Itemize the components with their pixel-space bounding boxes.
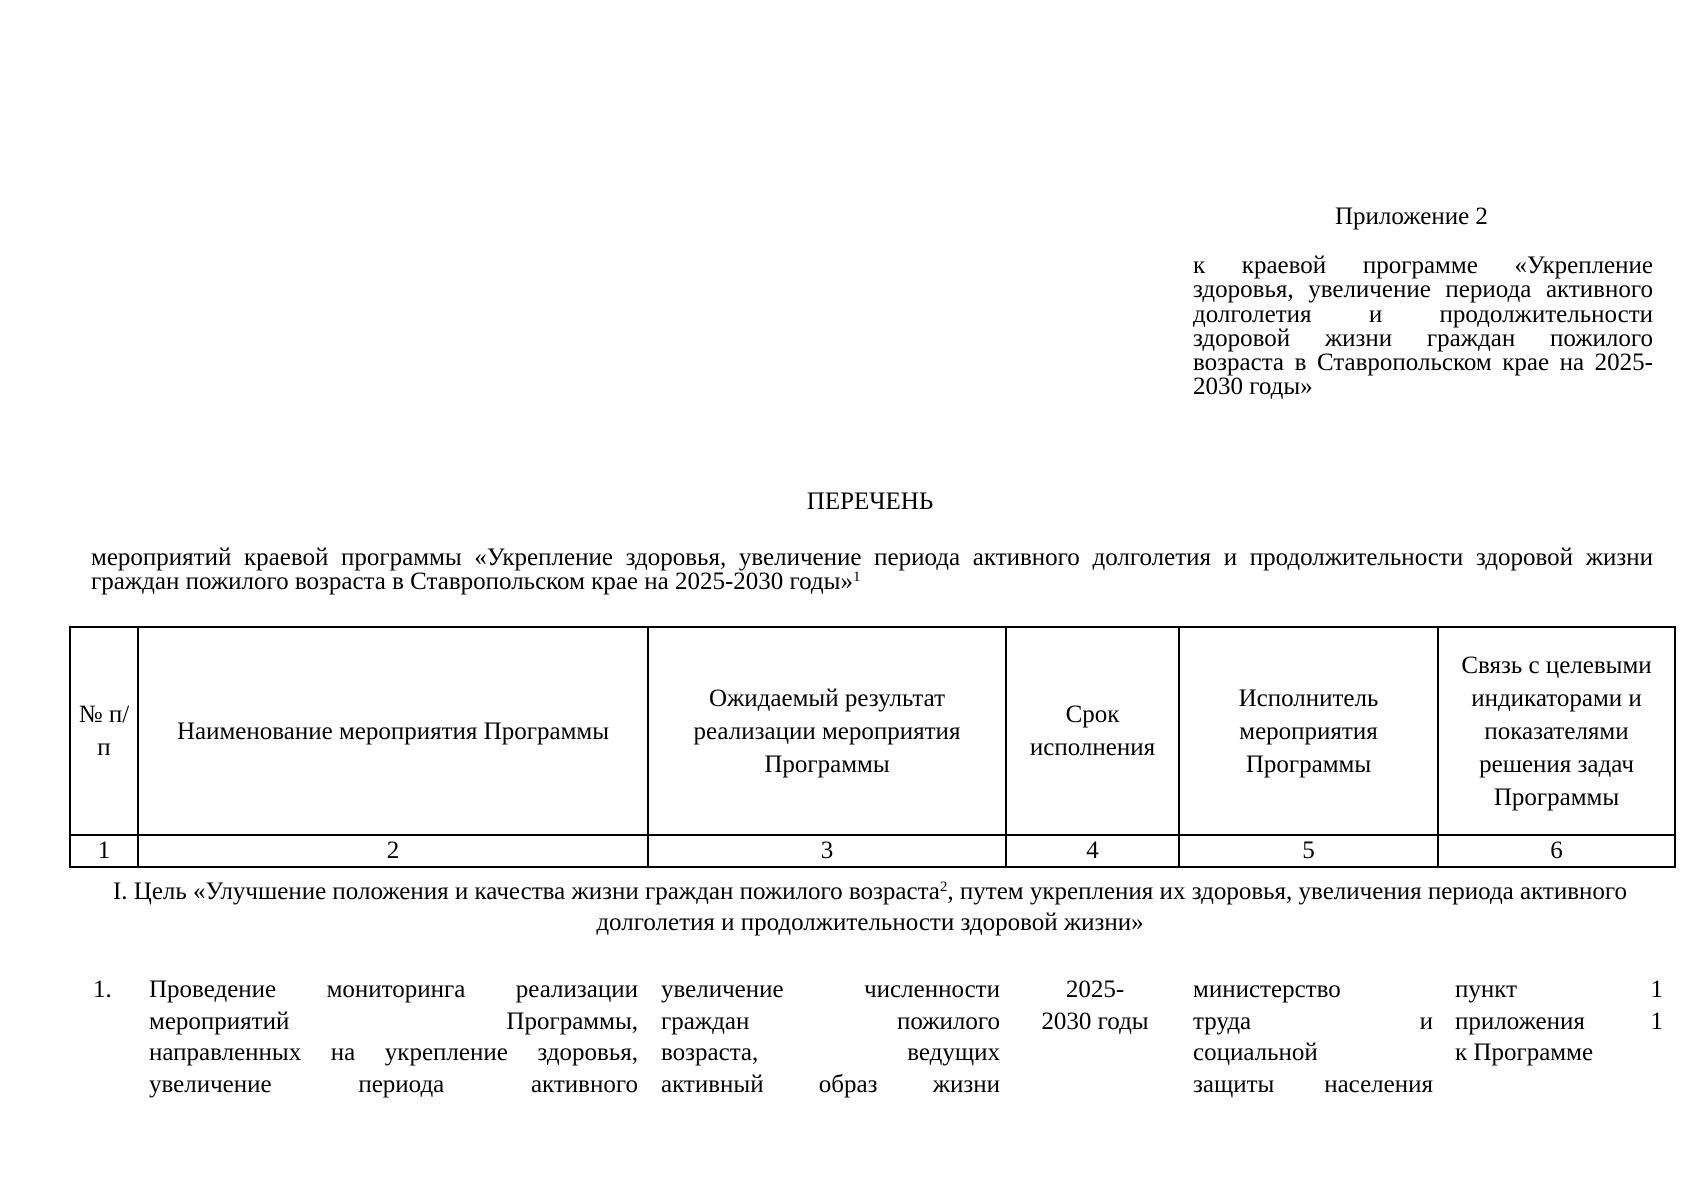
table-header-row <box>70 627 1675 835</box>
appendix-title: Приложение 2 <box>1335 203 1488 230</box>
header-expected-result: Ожидаемый результат реализации мероприятия Программы <box>648 627 1006 835</box>
text-line: пункт 1 <box>1455 976 1663 1003</box>
section-title <box>100 876 1640 938</box>
row-number: 1. <box>93 976 112 1003</box>
subtitle-text: мероприятий краевой программы «Укрепление здоровья, увеличение периода активного долголетия и продолжительности здоровой жизни граждан пожилого возраста в Ставропольском крае на 2025-2030 годы» <box>91 544 1653 595</box>
document-subtitle <box>91 546 1653 594</box>
text-line: 2030 годы <box>1041 1007 1149 1035</box>
header-term: Срок исполнения <box>1006 627 1179 835</box>
document-heading: ПЕРЕЧЕНЬ <box>806 488 934 515</box>
text-line: увеличение численности <box>661 976 1000 1003</box>
text-line: к Программе <box>1455 1039 1594 1066</box>
row-event-name <box>149 974 638 1100</box>
text-line: Проведение мониторинга реализации <box>149 976 638 1003</box>
column-number: 5 <box>1179 835 1438 867</box>
events-table <box>69 626 1676 868</box>
text-line: социальной <box>1193 1039 1318 1066</box>
section-title-part2: , путем укрепления их здоровья, увеличения периода активного долголетия и продолжительности здоровой жизни» <box>596 878 1628 936</box>
row-expected-result <box>661 974 1000 1100</box>
text-line: направленных на укрепление здоровья, <box>149 1039 638 1066</box>
text-line: министерство <box>1193 976 1341 1003</box>
text-line: мероприятий Программы, <box>149 1007 638 1035</box>
column-number: 6 <box>1438 835 1675 867</box>
appendix-text: к краевой программе «Укрепление здоровья, увеличение периода активного долголетия и продолжительности здоровой жизни граждан пожилого возраста в Ставропольском крае на 2025-2030 годы» <box>1193 252 1653 401</box>
text-line: увеличение периода активного <box>149 1070 638 1098</box>
text-line: активный образ жизни <box>661 1070 1000 1098</box>
text-line: граждан пожилого <box>661 1007 1000 1035</box>
column-number: 1 <box>70 835 138 867</box>
text-line: приложения 1 <box>1455 1007 1663 1035</box>
header-number: № п/п <box>70 627 138 835</box>
section-title-part1: I. Цель «Улучшение положения и качества жизни граждан пожилого возраста <box>112 878 940 905</box>
subtitle-footnote-marker: 1 <box>852 569 861 585</box>
column-number: 3 <box>648 835 1006 867</box>
row-term <box>1030 974 1160 1037</box>
column-number: 4 <box>1006 835 1179 867</box>
header-indicators-link: Связь с целевыми индикаторами и показателями решения задач Программы <box>1438 627 1675 835</box>
header-event-name: Наименование мероприятия Программы <box>138 627 648 835</box>
text-line: защиты населения <box>1193 1070 1433 1098</box>
row-executor <box>1193 974 1433 1100</box>
column-number: 2 <box>138 835 648 867</box>
text-line: возраста, ведущих <box>661 1039 1000 1066</box>
text-line: труда и <box>1193 1007 1433 1035</box>
table-column-numbers-row <box>70 835 1675 867</box>
row-indicators-link <box>1455 974 1663 1069</box>
section-footnote-marker: 2 <box>939 879 948 895</box>
text-line: 2025- <box>1065 976 1125 1003</box>
header-executor: Исполнитель мероприятия Программы <box>1179 627 1438 835</box>
